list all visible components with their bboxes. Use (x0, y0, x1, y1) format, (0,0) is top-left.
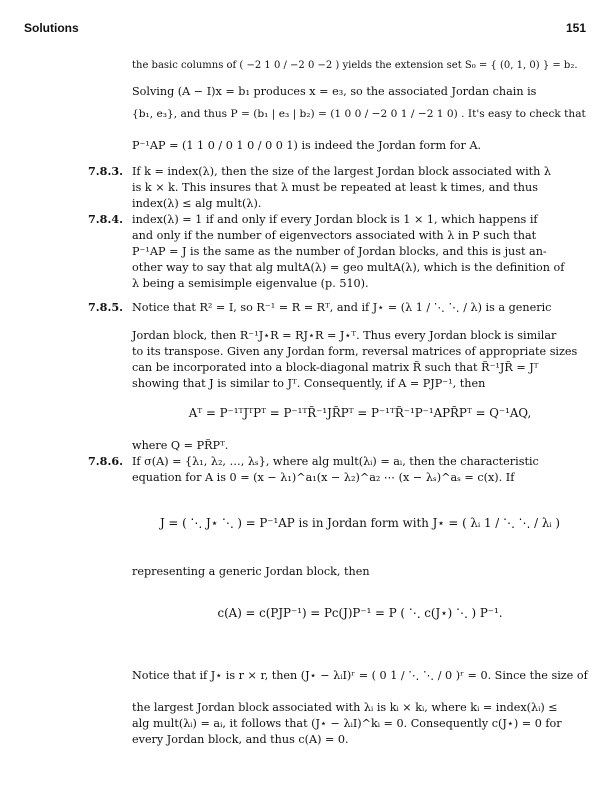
exercise-number: 7.8.4. (88, 212, 124, 226)
exercise-number: 7.8.6. (88, 454, 124, 468)
text-line: If σ(A) = {λ₁, λ₂, …, λₛ}, where alg mult(λᵢ) = aᵢ, then the characteristic (132, 455, 539, 468)
text-line: and only if the number of eigenvectors associated with λ in P such that (132, 229, 537, 242)
text-line: the largest Jordan block associated with λᵢ is kᵢ × kᵢ, where kᵢ = index(λᵢ) ≤ (132, 701, 558, 714)
exercise-number: 7.8.5. (88, 300, 124, 314)
text-line: where Q = PR̃Pᵀ. (132, 439, 229, 452)
text-line: Jordan block, then R⁻¹J⋆R = RJ⋆R = J⋆ᵀ. Thus every Jordan block is similar (132, 329, 557, 342)
text-line: Notice that R² = I, so R⁻¹ = R = Rᵀ, and if J⋆ = (λ 1 / ⋱ ⋱ / λ) is a generic (132, 301, 552, 314)
text-line: the basic columns of ( −2 1 0 / −2 0 −2 ) yields the extension set S₀ = { (0, 1, 0) } = b₂. (132, 60, 578, 71)
text-line: can be incorporated into a block-diagonal matrix R̃ such that R̃⁻¹JR̃ = Jᵀ (132, 361, 539, 374)
display-equation: J = ( ⋱ J⋆ ⋱ ) = P⁻¹AP is in Jordan form with J⋆ = ( λᵢ 1 / ⋱ ⋱ / λᵢ ) (159, 516, 561, 530)
page-number: 151 (565, 21, 586, 35)
exercise-number: 7.8.3. (88, 164, 124, 178)
text-line: λ being a semisimple eigenvalue (p. 510). (132, 277, 369, 290)
text-line: P⁻¹AP = J is the same as the number of Jordan blocks, and this is just an- (132, 245, 547, 258)
text-line: Notice that if J⋆ is r × r, then (J⋆ − λᵢI)ʳ = ( 0 1 / ⋱ ⋱ / 0 )ʳ = 0. Since the size of (132, 669, 588, 682)
text-line: alg mult(λᵢ) = aᵢ, it follows that (J⋆ − λᵢI)^kᵢ = 0. Consequently c(J⋆) = 0 for (132, 717, 562, 730)
running-header-title: Solutions (24, 21, 79, 35)
display-equation: c(A) = c(PJP⁻¹) = Pc(J)P⁻¹ = P ( ⋱ c(J⋆) ⋱ ) P⁻¹. (217, 606, 503, 620)
text-line: {b₁, e₃}, and thus P = (b₁ | e₃ | b₂) = (1 0 0 / −2 0 1 / −2 1 0) . It's easy to check that (132, 108, 586, 120)
text-line: index(λ) = 1 if and only if every Jordan block is 1 × 1, which happens if (132, 213, 538, 226)
text-line: representing a generic Jordan block, then (132, 565, 370, 578)
text-line: P⁻¹AP = (1 1 0 / 0 1 0 / 0 0 1) is indeed the Jordan form for A. (132, 139, 482, 152)
text-line: index(λ) ≤ alg mult(λ). (132, 197, 262, 210)
display-equation: Aᵀ = P⁻¹ᵀJᵀPᵀ = P⁻¹ᵀR̃⁻¹JR̃Pᵀ = P⁻¹ᵀR̃⁻¹P⁻¹APR̃Pᵀ = Q⁻¹AQ, (188, 406, 532, 420)
text-line: is k × k. This insures that λ must be repeated at least k times, and thus (132, 181, 538, 194)
text-line: If k = index(λ), then the size of the largest Jordan block associated with λ (132, 165, 551, 178)
text-line: equation for A is 0 = (x − λ₁)^a₁(x − λ₂)^a₂ ⋯ (x − λₛ)^aₛ = c(x). If (132, 471, 515, 484)
text-line: other way to say that alg multA(λ) = geo multA(λ), which is the definition of (132, 261, 565, 274)
text-line: Solving (A − I)x = b₁ produces x = e₃, so the associated Jordan chain is (132, 85, 537, 98)
text-line: every Jordan block, and thus c(A) = 0. (132, 733, 349, 746)
text-line: showing that J is similar to Jᵀ. Consequently, if A = PJP⁻¹, then (132, 377, 486, 390)
text-line: to its transpose. Given any Jordan form, reversal matrices of appropriate sizes (132, 345, 578, 358)
